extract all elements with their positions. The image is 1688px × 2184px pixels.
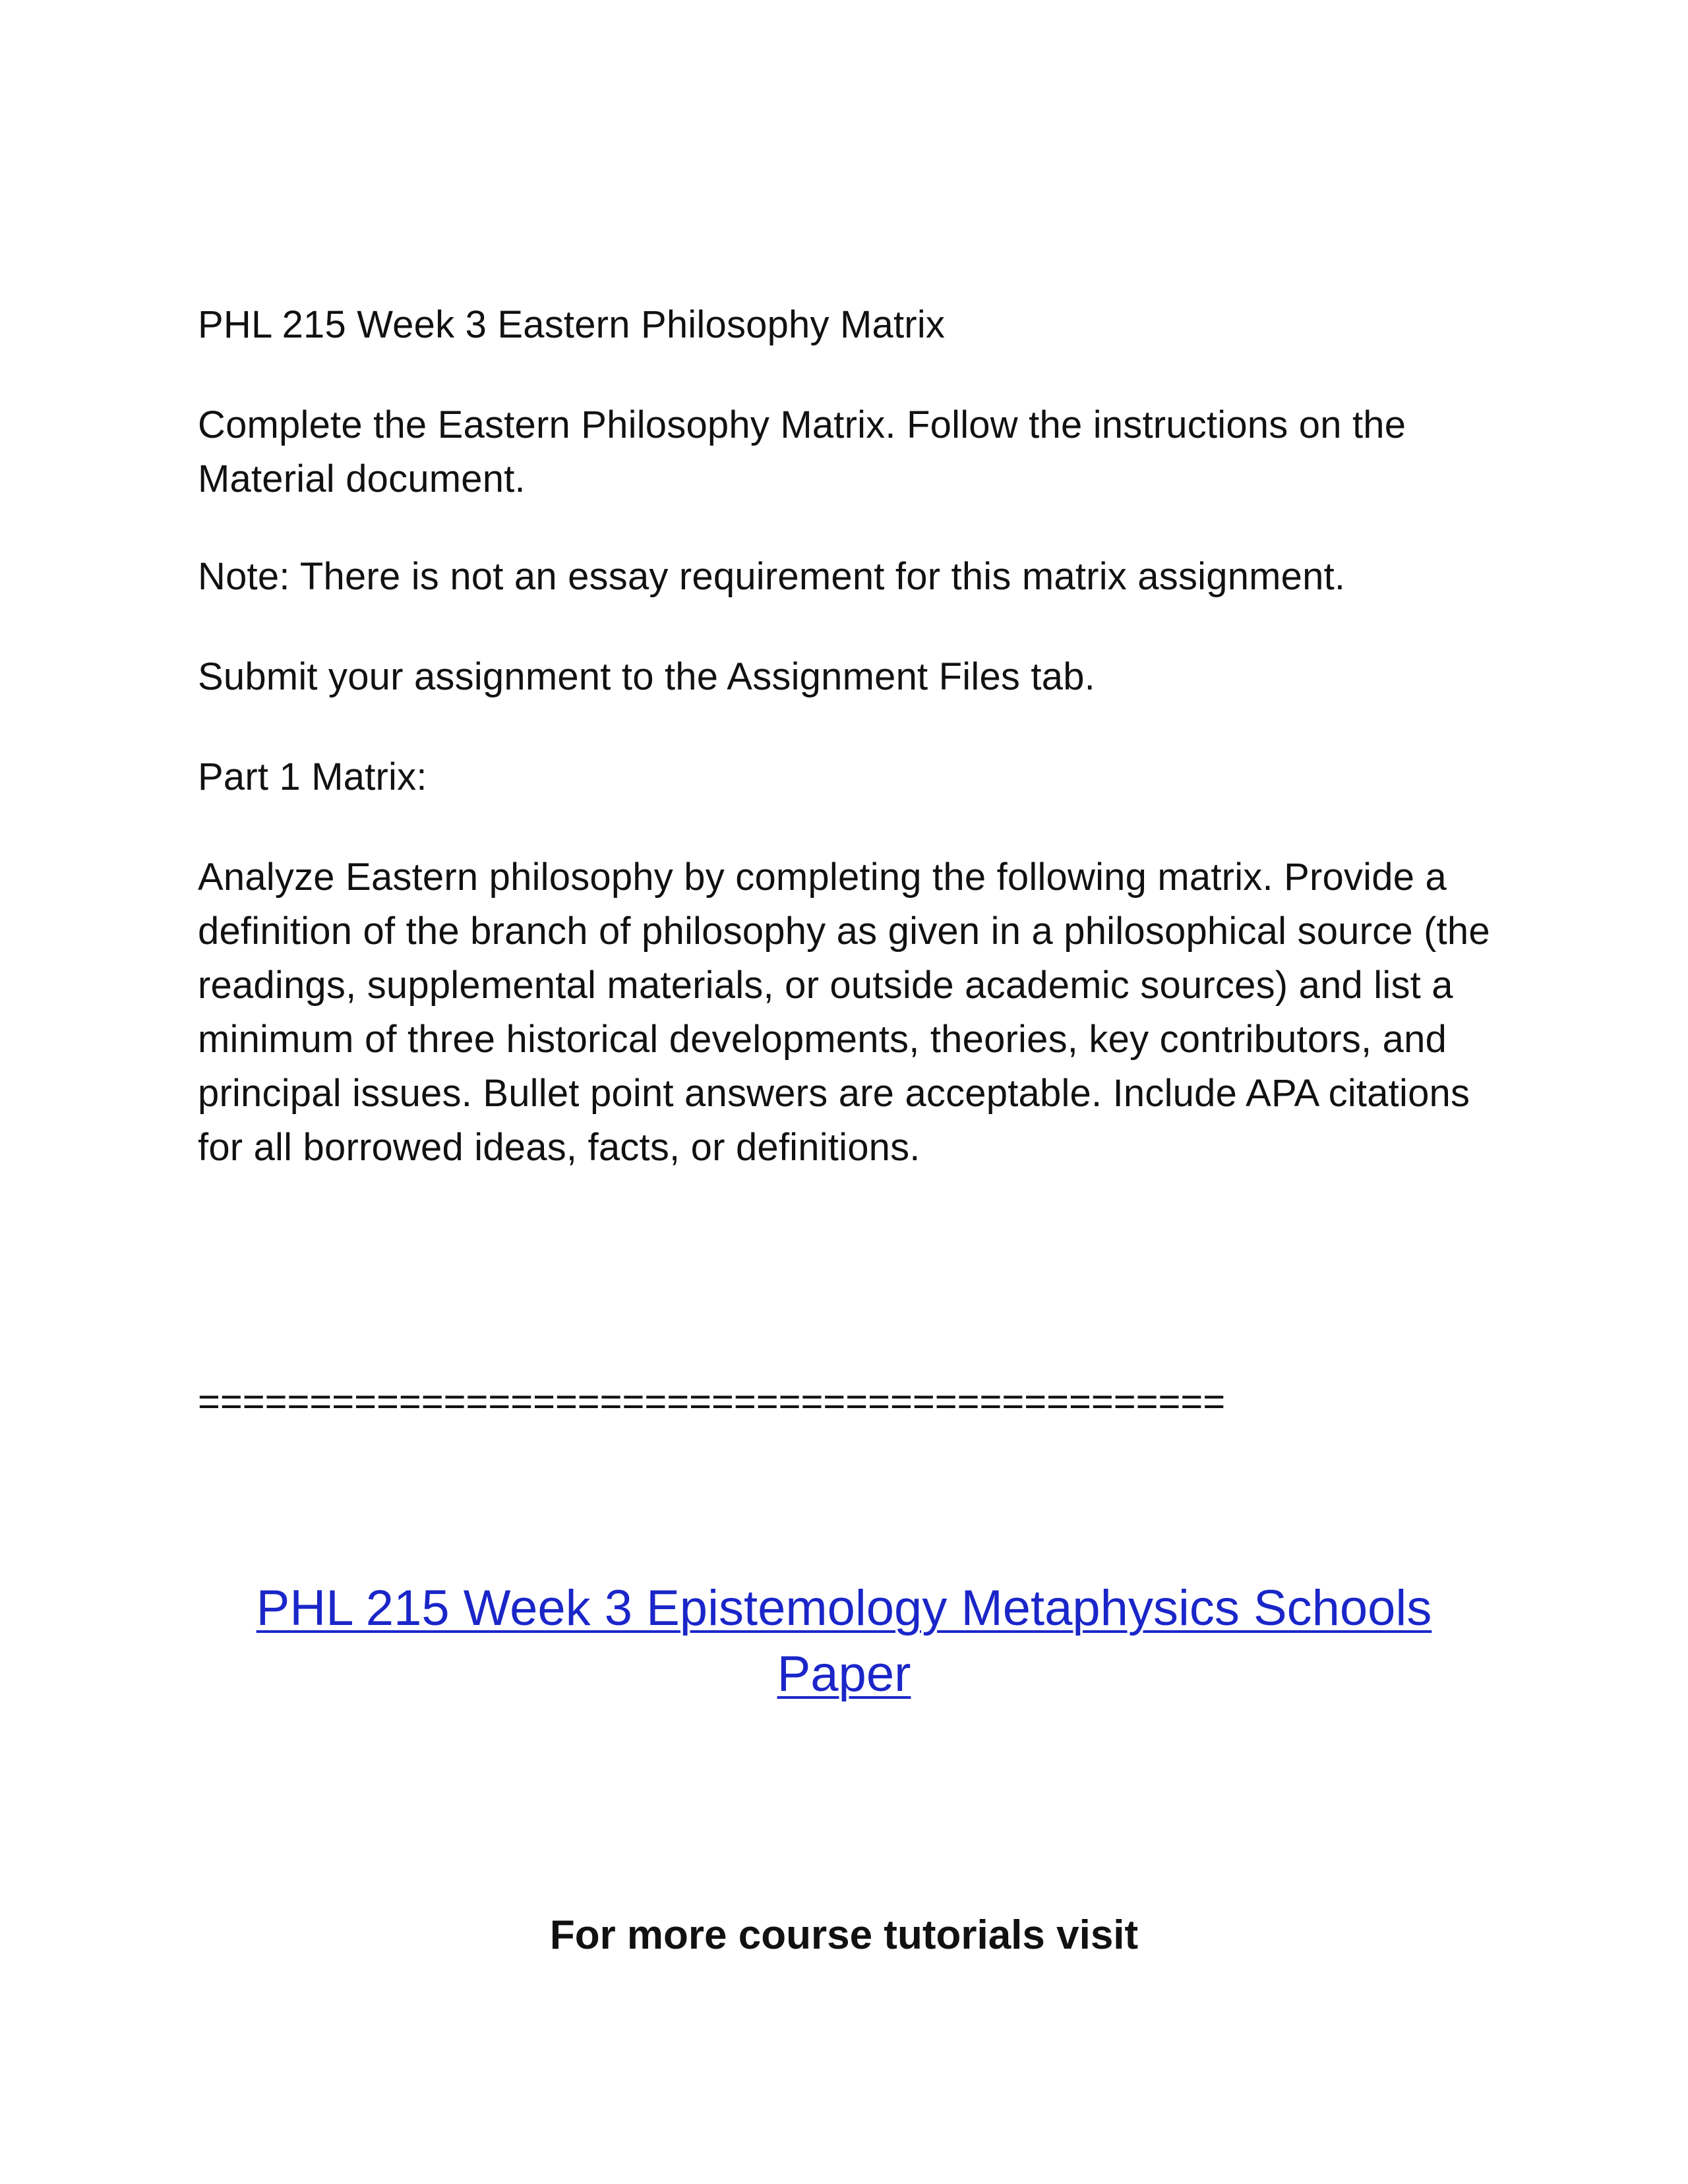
paragraph-note: Note: There is not an essay requirement for this matrix assignment. [198,555,1346,598]
separator-line: ============================================== [198,1380,1226,1423]
paragraph-submit: Submit your assignment to the Assignment Files tab. [198,655,1095,698]
course-tutorials-text: For more course tutorials visit [549,1912,1139,1958]
paragraph-instructions: Complete the Eastern Philosophy Matrix. Follow the instructions on the Material document. [198,403,1406,500]
paragraph-analyze: Analyze Eastern philosophy by completing the following matrix. Provide a definition of the branch of philosophy as given in a philosophical source (the readings, supplemental materials, or outside academic sources) and list a minimum of three historical developments, theories, key contributors, and principal issues. Bullet point answers are acceptable. Include APA citations for all borrowed ideas, facts, or definitions. [198,856,1490,1169]
epistemology-paper-link[interactable]: PHL 215 Week 3 Epistemology Metaphysics Schools Paper [256,1580,1432,1702]
document-title: PHL 215 Week 3 Eastern Philosophy Matrix [198,303,946,346]
paragraph-part-heading: Part 1 Matrix: [198,755,427,798]
